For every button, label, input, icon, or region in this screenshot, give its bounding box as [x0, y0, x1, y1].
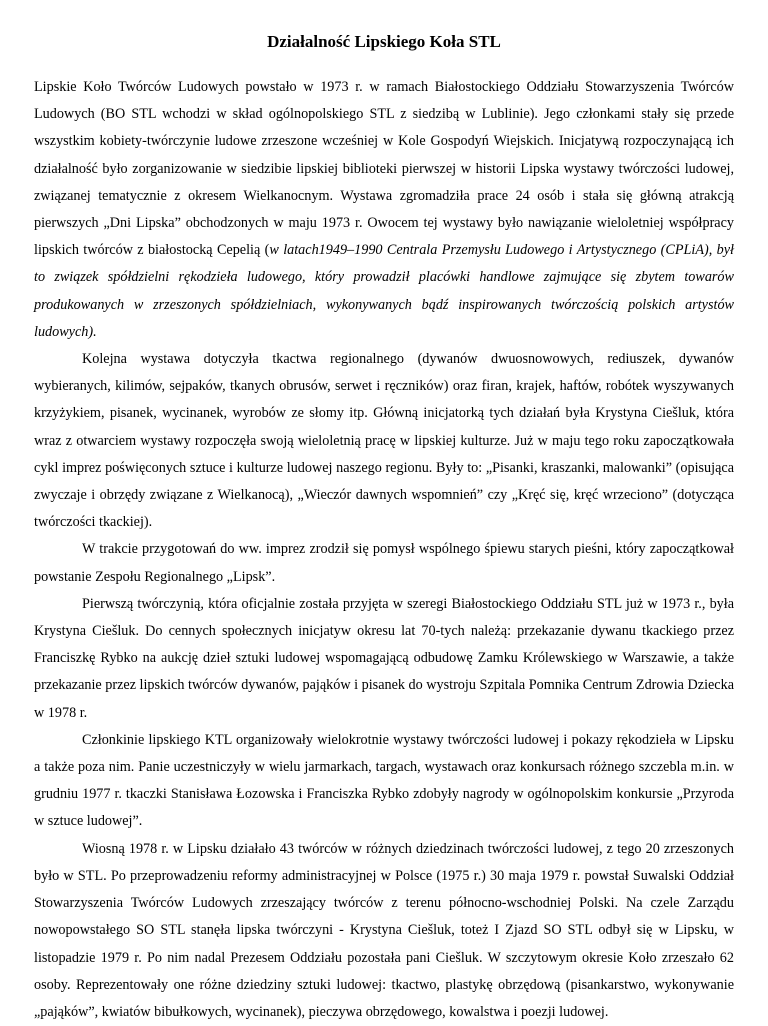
paragraph-3: W trakcie przygotowań do ww. imprez zrodził się pomysł wspólnego śpiewu starych pieśni, który zapoczątkował powstanie Zespołu Regionalnego „Lipsk”.: [34, 541, 734, 585]
paragraph-2: Kolejna wystawa dotyczyła tkactwa regionalnego (dywanów dwuosnowowych, rediuszek, dywanów wybieranych, kilimów, sejpaków, tkanych obrusów, serwet i ręczników) oraz firan, krajek, haftów, robótek wyszywanych krzyżykiem, pisanek, wycinanek, wyrobów ze słomy itp. Główną inicjatorką tych działań była Krystyna Ciešluk, która wraz z otwarciem wystawy rozpoczęła swoją wieloletnią pracę w lipskiej kulturze. Już w maju tego roku zapoczątkowała cykl imprez poświęconych sztuce i kulturze ludowej naszego regionu. Były to: „Pisanki, kraszanki, malowanki” (opisująca zwyczaje i obrzędy związane z Wielkanocą), „Wieczór dawnych wspomnień” czy „Kręć się, kręć wrzeciono” (dotycząca twórczości tkackiej).: [34, 351, 734, 531]
paragraph-1-italic-text: w latach1949–1990 Centrala Przemysłu Ludowego i Artystycznego (CPLiA), był to związek spółdzielni rękodzieła ludowego, który prowadził placówki handlowe zajmujące się zbytem towarów produkowanych w zrzeszonych spółdzielniach, wykonywanych bądź inspirowanych twórczością polskich artystów ludowych).: [34, 242, 734, 340]
page-title: Działalność Lipskiego Koła STL: [267, 32, 501, 51]
paragraph-5: Członkinie lipskiego KTL organizowały wielokrotnie wystawy twórczości ludowej i pokazy rękodzieła w Lipsku a także poza nim. Panie uczestniczyły w wielu jarmarkach, targach, wystawach oraz konkursach różnego szczebla m.in. w grudniu 1977 r. tkaczki Stanisława Łozowska i Franciszka Rybko zdobyły nagrody w ogólnopolskim konkursie „Przyroda w sztuce ludowej”.: [34, 731, 734, 830]
paragraph-1: [34, 74, 734, 346]
paragraph-4: Pierwszą twórczynią, która oficjalnie została przyjęta w szeregi Białostockiego Oddziału STL już w 1973 r., była Krystyna Ciešluk. Do cennych społecznych inicjatyw okresu lat 70-tych należą: przekazanie dywanu tkackiego przez Franciszkę Rybko na aukcję dzieł sztuki ludowej wspomagającą odbudowę Zamku Królewskiego w Warszawie, a także przekazanie przez lipskich twórców dywanów, pająków i pisanek do wystroju Szpitala Pomnika Centrum Zdrowia Dziecka w 1978 r.: [34, 595, 734, 721]
paragraph-1-text: Lipskie Koło Twórców Ludowych powstało w 1973 r. w ramach Białostockiego Oddziału Stowarzyszenia Twórców Ludowych (BO STL wchodzi w skład ogólnopolskiego STL z siedzibą w Lublinie). Jego członkami stały się przede wszystkim kobiety-twórczynie ludowe zrzeszone wcześniej w Kole Gospodyń Wiejskich. Inicjatywą rozpoczynającą ich działalność było zorganizowanie w siedzibie lipskiej biblioteki pierwszej w historii Lipska wystawy twórczości ludowej, związanej tematycznie z okresem Wielkanocnym. Wystawa zgromadziła prace 24 osób i stała się główną atrakcją pierwszych „Dni Lipska” obchodzonych w maju 1973 r. Owocem tej wystawy było nawiązanie wieloletniej współpracy lipskich twórców z białostocką Cepelią (: [34, 79, 734, 259]
paragraph-6: Wiosną 1978 r. w Lipsku działało 43 twórców w różnych dziedzinach twórczości ludowej, z tego 20 zrzeszonych było w STL. Po przeprowadzeniu reformy administracyjnej w Polsce (1975 r.) 30 maja 1979 r. powstał Suwalski Oddział Stowarzyszenia Twórców Ludowych zrzeszający twórców z terenu północno-wschodniej Polski. Na czele Zarządu nowopowstałego SO STL stanęła lipska twórczyni - Krystyna Ciešluk, toteż I Zjazd SO STL odbył się w Lipsku, w listopadzie 1979 r. Po nim nadal Prezesem Oddziału pozostała pani Ciešluk. W szczytowym okresie Koło zrzeszało 62 osoby. Reprezentowały one różne dziedziny sztuki ludowej: tkactwo, plastykę obrzędową (pisankarstwo, wykonywanie „pająków”, kwiatów bibułkowych, wycinanek), pieczywa obrzędowego, kowalstwa i poezji ludowej.: [34, 840, 734, 1020]
